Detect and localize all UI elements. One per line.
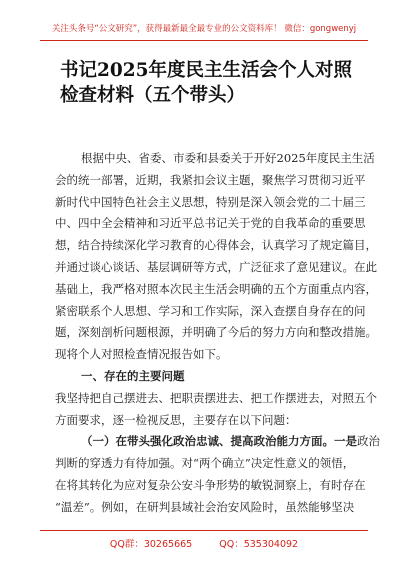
subsection-lead: 一是 bbox=[334, 434, 357, 449]
document-body bbox=[55, 148, 380, 519]
body-line: 根据中央、省委、市委和县委关于开好2025年度民主生活 bbox=[81, 151, 375, 165]
document-title bbox=[60, 58, 360, 108]
title-line-2: 检查材料（五个带头） bbox=[60, 85, 246, 106]
body-line: 基础上，我严格对照本次民主生活会明确的五个方面重点内容， bbox=[55, 281, 377, 296]
body-line: 中、四中全会精神和习近平总书记关于党的自我革命的重要思 bbox=[55, 216, 366, 231]
body-line: 并通过谈心谈话、基层调研等方式，广泛征求了意见建议。在此 bbox=[55, 259, 377, 274]
subsection-heading: （一）在带头强化政治忠诚、提高政治能力方面。 bbox=[81, 434, 334, 449]
body-line: 方面要求，逐一检视反思，主要存在以下问题： bbox=[55, 412, 297, 427]
footer-divider bbox=[40, 530, 368, 531]
body-line: 判断的穿透力有待加强。对“两个确立”决定性意义的领悟， bbox=[55, 456, 355, 471]
body-line: 在将其转化为应对复杂公安斗争形势的敏锐洞察上，有时存在 bbox=[55, 477, 366, 492]
body-line: 我坚持把自己摆进去、把职责摆进去、把工作摆进去，对照五个 bbox=[55, 390, 377, 405]
body-line: 想，结合持续深化学习教育的心得体会，认真学习了规定篇目， bbox=[55, 238, 377, 253]
body-line: 题，深刻剖析问题根源，并明确了今后的努力方向和整改措施。 bbox=[55, 325, 377, 340]
body-line: 现将个人对照检查情况报告如下。 bbox=[55, 347, 228, 362]
header-promo-note: 关注头条号“公文研究”，获得最新最全最专业的公文资料库！ 微信：gongwenyj bbox=[51, 24, 357, 34]
title-line-1: 书记2025年度民主生活会个人对照 bbox=[60, 60, 352, 81]
footer-qq-number: QQ：535304092 bbox=[219, 539, 299, 550]
header-divider bbox=[40, 40, 368, 41]
body-line: 会的统一部署，近期，我紧扣会议主题，聚焦学习贯彻习近平 bbox=[55, 172, 366, 187]
body-line: 紧密联系个人思想、学习和工作实际，深入查摆自身存在的问 bbox=[55, 303, 366, 318]
subsection-tail: 政治 bbox=[357, 434, 380, 449]
body-line: 新时代中国特色社会主义思想，特别是深入领会党的二十届三 bbox=[55, 194, 366, 209]
body-line: “温差”。例如，在研判县域社会治安风险时，虽然能够坚决 bbox=[55, 499, 355, 514]
section-heading: 一、存在的主要问题 bbox=[81, 368, 185, 383]
footer-qq-group: QQ群：30265665 bbox=[109, 539, 193, 550]
footer-contact bbox=[0, 536, 408, 550]
subsection-line bbox=[55, 431, 380, 453]
